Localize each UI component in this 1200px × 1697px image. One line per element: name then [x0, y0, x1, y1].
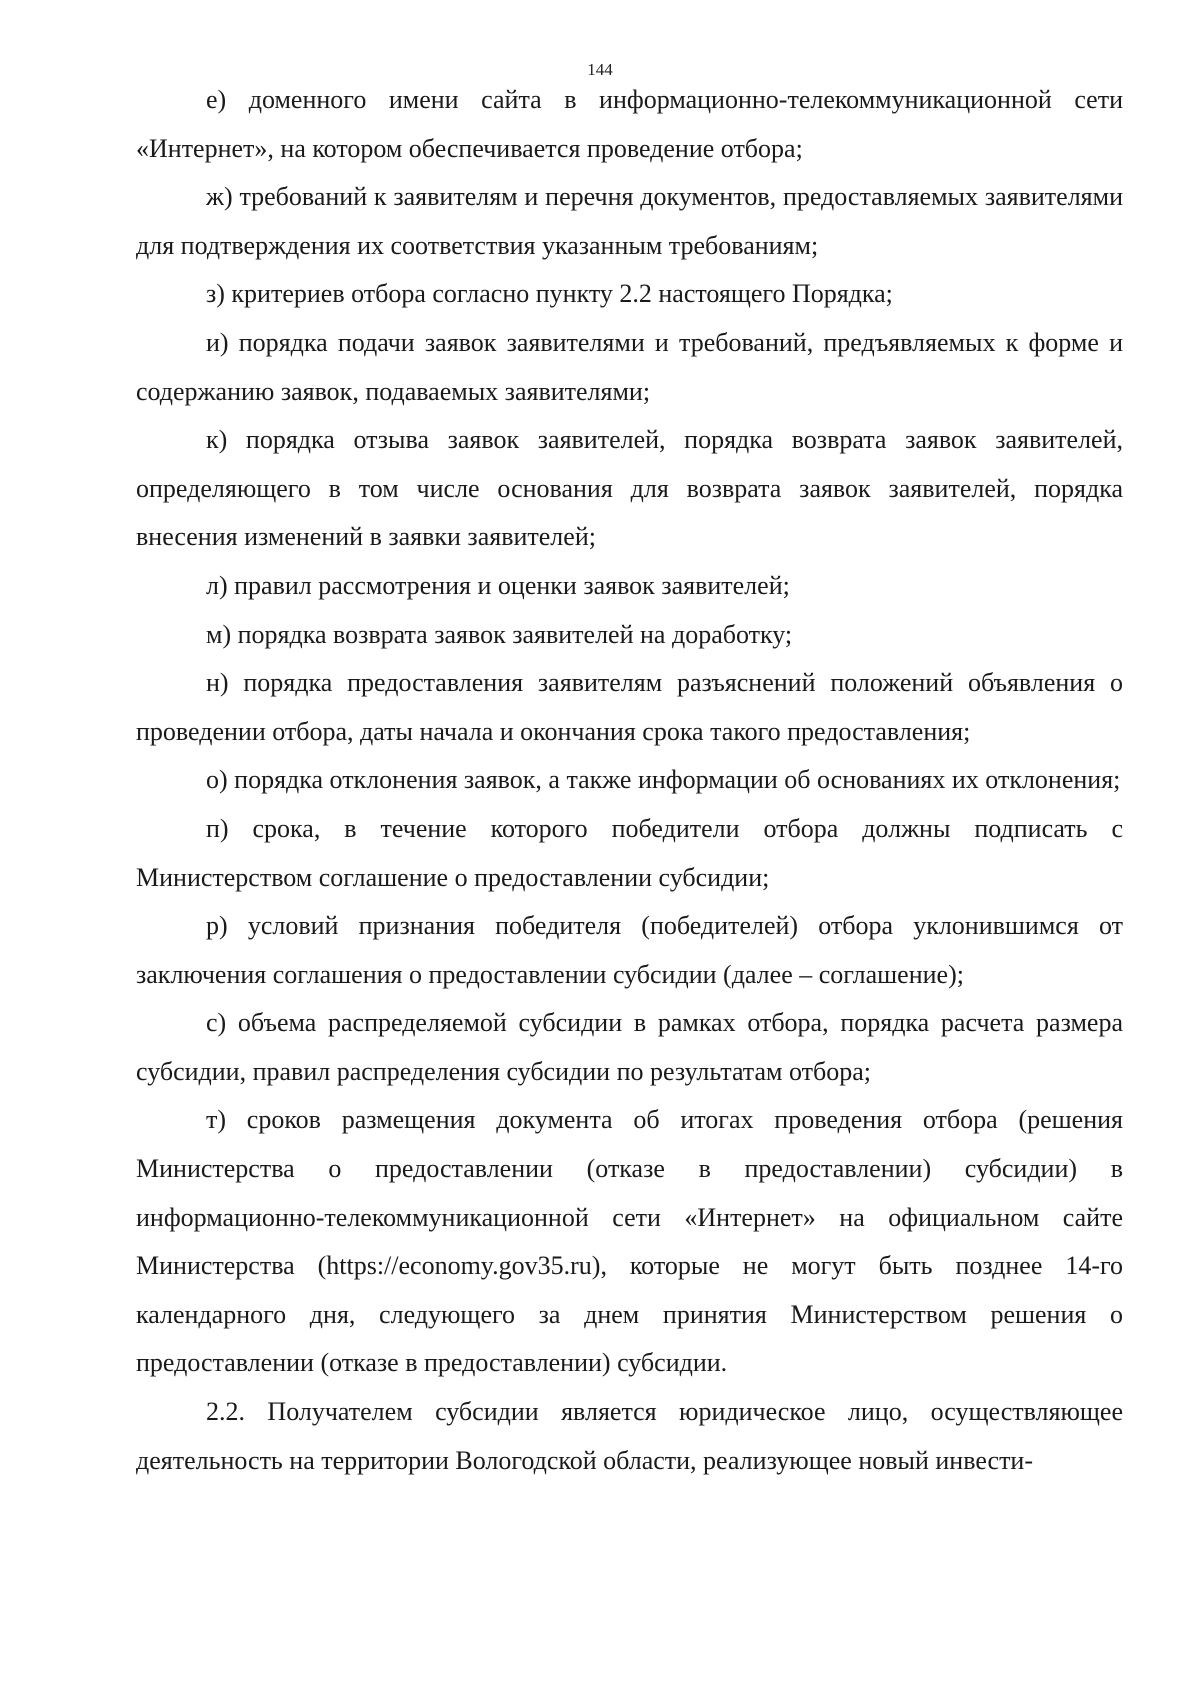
paragraph-l: л) правил рассмотрения и оценки заявок заявителей;	[206, 570, 790, 600]
paragraph-z: з) критериев отбора согласно пункту 2.2 настоящего Порядка;	[206, 279, 893, 309]
paragraph-s: с) объема распределяемой субсидии в рамках отбора, порядка расчета размера субсидии, правил распределения субсидии по результатам отбора;	[136, 1008, 1123, 1086]
page-number: 144	[587, 60, 613, 79]
paragraph-o: о) порядка отклонения заявок, а также информации об основаниях их отклонения;	[206, 765, 1121, 795]
paragraph-2-2: 2.2. Получателем субсидии является юридическое лицо, осуществляющее деятельность на территории Вологодской области, реализующее новый инвести-	[136, 1397, 1123, 1475]
paragraph-zh: ж) требований к заявителям и перечня документов, предоставляемых заявителями для подтверждения их соответствия указанным требованиям;	[136, 182, 1123, 260]
paragraph-i: и) порядка подачи заявок заявителями и требований, предъявляемых к форме и содержанию заявок, подаваемых заявителями;	[136, 327, 1123, 406]
paragraph-r: р) условий признания победителя (победителей) отбора уклонившимся от заключения соглашения о предоставлении субсидии (далее – соглашение);	[136, 911, 1123, 989]
paragraph-p: п) срока, в течение которого победители отбора должны подписать с Министерством соглашение о предоставлении субсидии;	[136, 813, 1123, 892]
paragraph-k: к) порядка отзыва заявок заявителей, порядка возврата заявок заявителей, определяющего в том числе основания для возврата заявок заявителей, порядка внесения изменений в заявки заявителей;	[136, 425, 1123, 552]
paragraph-e: е) доменного имени сайта в информационно-телекоммуникационной сети «Интернет», на котором обеспечивается проведение отбора;	[136, 85, 1123, 163]
paragraph-m: м) порядка возврата заявок заявителей на доработку;	[206, 619, 793, 649]
paragraph-n: н) порядка предоставления заявителям разъяснений положений объявления о проведении отбора, даты начала и окончания срока такого предоставления;	[136, 668, 1123, 746]
document-body	[136, 76, 1123, 1485]
paragraph-t: т) сроков размещения документа об итогах проведения отбора (решения Министерства о предоставлении (отказе в предоставлении) субсидии) в информационно-телекоммуникационной сети «Интернет» на официальном сайте Министерства (https://economy.gov35.ru), которые не могут быть позднее 14-го календарного дня, следующего за днем принятия Министерством решения о предоставлении (отказе в предоставлении) субсидии.	[136, 1105, 1123, 1378]
